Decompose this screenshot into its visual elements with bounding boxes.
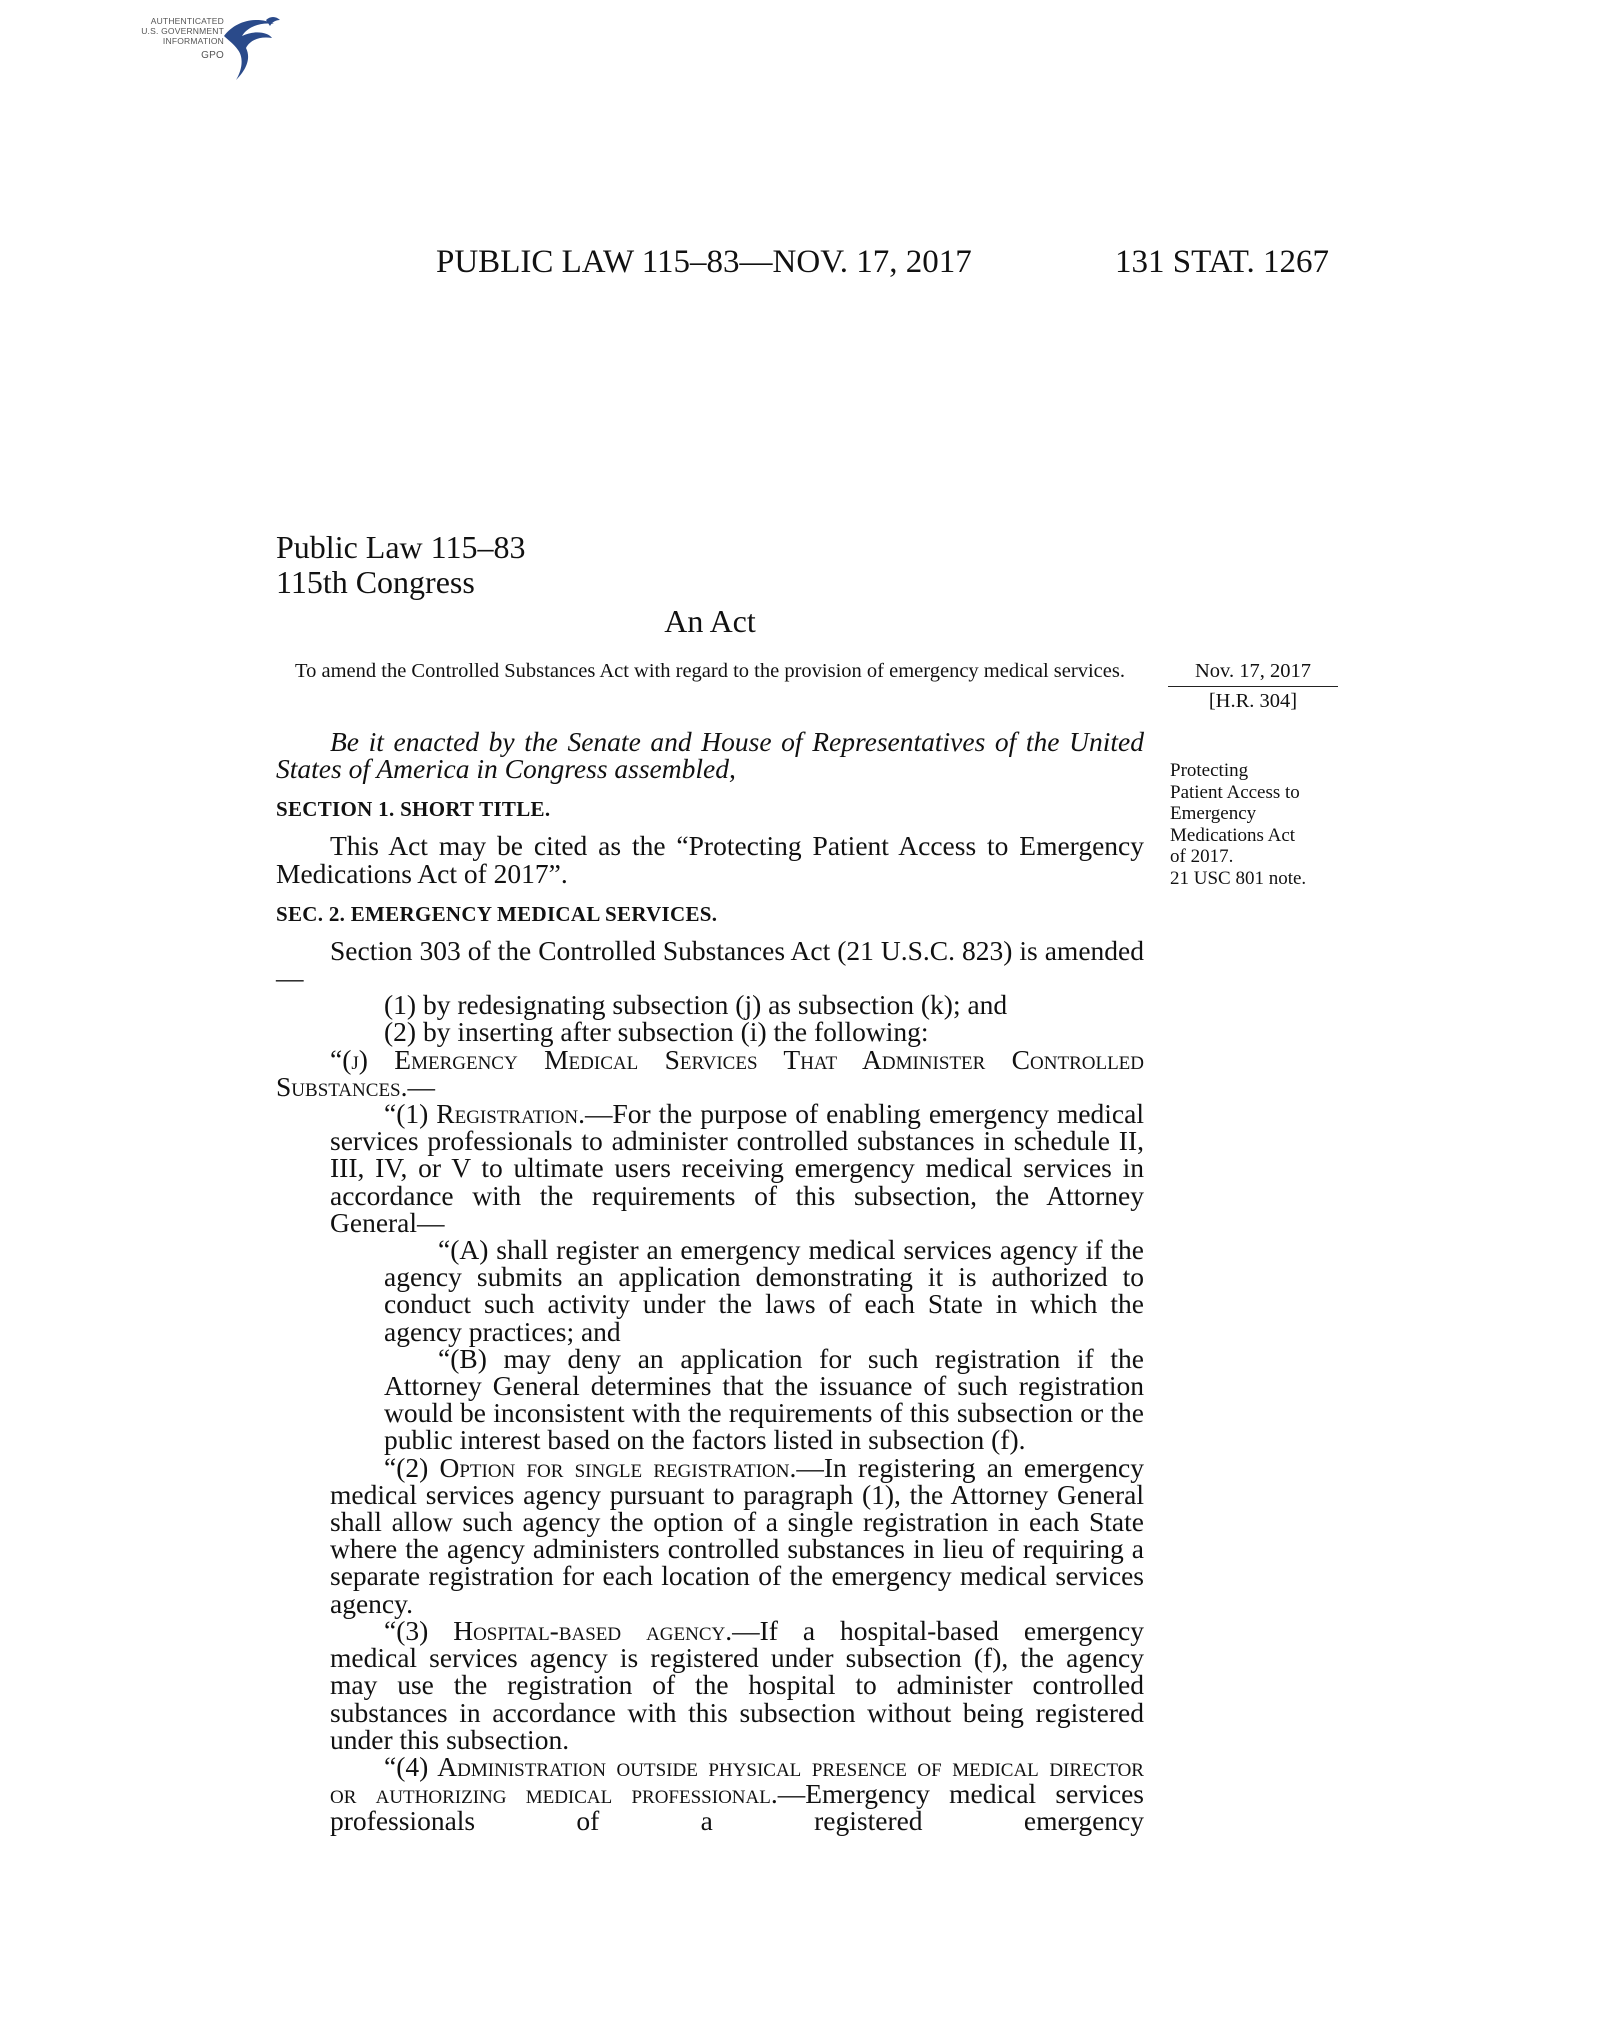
- paragraph-2: [276, 1451, 1144, 1619]
- section-2-heading: SEC. 2. EMERGENCY MEDICAL SERVICES.: [276, 901, 718, 926]
- date-rule: [1168, 686, 1338, 687]
- paragraph-4-text: Emergency medical services professionals of a registered emergency: [330, 1778, 1144, 1837]
- purpose-statement: To amend the Controlled Substances Act with regard to the provision of emergency medical services.: [295, 660, 1125, 682]
- section-1-heading: SECTION 1. SHORT TITLE.: [276, 797, 551, 822]
- section-1-text: This Act may be cited as the “Protecting Patient Access to Emergency Medications Act of 2017”.: [276, 830, 1144, 889]
- paragraph-3: [276, 1614, 1144, 1755]
- law-number: Public Law 115–83: [276, 529, 526, 565]
- statute-body: [276, 728, 1144, 1835]
- logo-text: AUTHENTICATED U.S. GOVERNMENT INFORMATION GPO: [141, 16, 224, 61]
- paragraph-2-text: In registering an emergency medical services agency pursuant to paragraph (1), the Attorney General shall allow such agency the option of a single registration in each State where the agency administers controlled substances in lieu of requiring a separate registration for each location of the emergency medical services agency.: [330, 1451, 1144, 1619]
- act-heading: An Act: [664, 603, 756, 639]
- paragraph-2-label: “(2) Option for single registration.—: [384, 1451, 824, 1483]
- paragraph-3-label: “(3) Hospital-based agency.—: [384, 1614, 760, 1646]
- eagle-icon: [214, 14, 284, 94]
- enacting-clause: Be it enacted by the Senate and House of Representatives of the United States of America in Congress assembled,: [276, 726, 1144, 785]
- enactment-date: Nov. 17, 2017: [1195, 660, 1311, 682]
- amendment-item-1: (1) by redesignating subsection (j) as subsection (k); and: [384, 989, 1008, 1021]
- congress-number: 115th Congress: [276, 564, 475, 600]
- running-header-left: PUBLIC LAW 115–83—NOV. 17, 2017: [436, 244, 972, 280]
- bill-number: [H.R. 304]: [1208, 690, 1298, 712]
- paragraph-1: [276, 1100, 1144, 1236]
- running-header-right: 131 STAT. 1267: [1115, 244, 1330, 280]
- subparagraph-b: “(B) may deny an application for such registration if the Attorney General determines that the issuance of such registration would be inconsistent with the requirements of this subsection or the public interest based on the factors listed in subsection (f).: [384, 1342, 1144, 1456]
- section-2-intro: Section 303 of the Controlled Substances Act (21 U.S.C. 823) is amended—: [276, 934, 1144, 994]
- paragraph-3-text: If a hospital-based emergency medical services agency is registered under subsection (f), the agency may use the registration of the hospital to administer controlled substances in accordance with this subsection without being registered under this subsection.: [330, 1614, 1144, 1755]
- paragraph-1-label: “(1) Registration.—: [384, 1098, 613, 1130]
- subparagraph-a: “(A) shall register an emergency medical services agency if the agency submits an application demonstrating it is authorized to conduct such activity under the laws of each State in which the agency practices; and: [384, 1234, 1144, 1347]
- subsection-j-heading: “(j) Emergency Medical Services That Administer Controlled Substances.—: [276, 1043, 1144, 1102]
- paragraph-4: [276, 1750, 1144, 1837]
- amendment-item-2: (2) by inserting after subsection (i) the following:: [384, 1016, 929, 1048]
- paragraph-1-text: For the purpose of enabling emergency medical services professionals to administer controlled substances in schedule II, III, IV, or V to ultimate users receiving emergency medical services in accordance with the requirements of this subsection, the Attorney General—: [330, 1098, 1144, 1238]
- paragraph-4-label: “(4) Administration outside physical presence of medical director or authorizing medical professional.—: [330, 1750, 1144, 1810]
- margin-note: Protecting Patient Access to Emergency Medications Act of 2017. 21 USC 801 note.: [1170, 760, 1307, 889]
- gpo-logo: [96, 14, 281, 94]
